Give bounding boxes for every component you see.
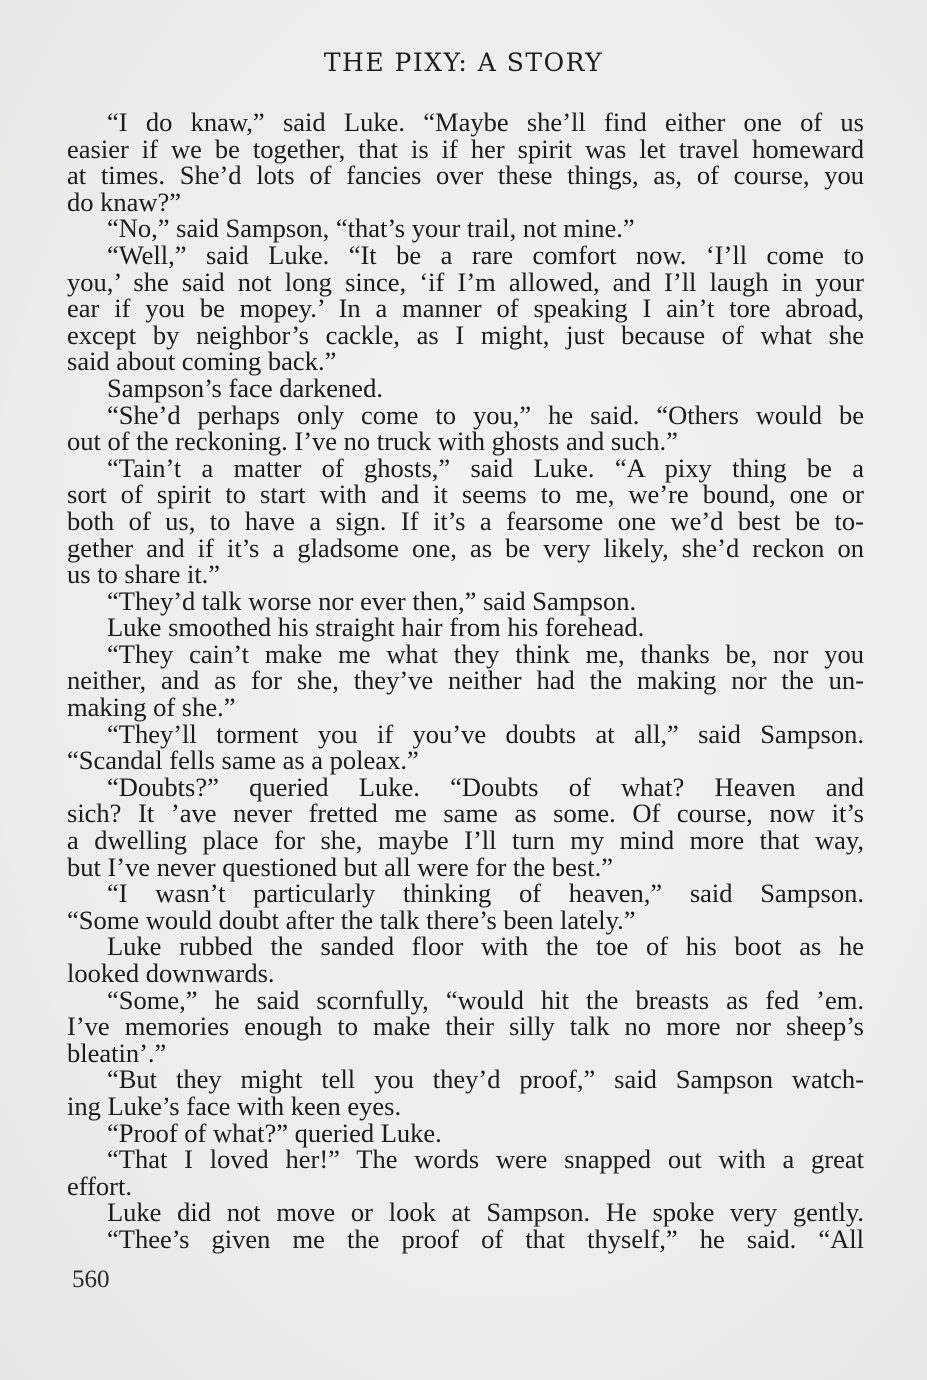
- text-line: “Doubts?” queried Luke. “Doubts of what? Heaven and: [107, 771, 864, 802]
- text-line: “Thee’s given me the proof of that thyself,” he said. “All: [107, 1223, 864, 1254]
- text-line: Sampson’s face darkened.: [107, 372, 383, 403]
- text-line: gether and if it’s a gladsome one, as be very likely, she’d reckon on: [67, 532, 864, 563]
- page-number: 560: [72, 1266, 110, 1293]
- text-line: neither, and as for she, they’ve neither had the making nor the un-: [67, 665, 864, 696]
- body-text: [67, 109, 864, 1253]
- running-head: THE PIXY: A STORY: [323, 48, 604, 77]
- text-line: effort.: [67, 1170, 132, 1201]
- text-line: “Proof of what?” queried Luke.: [107, 1117, 442, 1148]
- text-line: Luke smoothed his straight hair from his forehead.: [107, 612, 645, 643]
- text-line: “Some,” he said scornfully, “would hit the breasts as fed ’em.: [107, 984, 864, 1015]
- text-line: “No,” said Sampson, “that’s your trail, not mine.”: [107, 213, 635, 244]
- text-line: both of us, to have a sign. If it’s a fearsome one we’d best be to-: [67, 505, 864, 536]
- text-line: sich? It ’ave never fretted me same as some. Of course, now it’s: [67, 798, 864, 829]
- text-line: making of she.”: [67, 692, 236, 723]
- text-line: except by neighbor’s cackle, as I might, just because of what she: [67, 319, 864, 350]
- text-line: “I wasn’t particularly thinking of heaven,” said Sampson.: [107, 878, 864, 909]
- text-line: said about coming back.”: [67, 346, 337, 377]
- text-line: “They’d talk worse nor ever then,” said Sampson.: [107, 585, 637, 616]
- text-line: easier if we be together, that is if her spirit was let travel homeward: [67, 133, 864, 164]
- text-line: “Scandal fells same as a poleax.”: [67, 745, 419, 776]
- text-line: “Some would doubt after the talk there’s been lately.”: [67, 904, 636, 935]
- text-line: at times. She’d lots of fancies over these things, as, of course, you: [67, 160, 864, 191]
- text-line: ing Luke’s face with keen eyes.: [67, 1090, 402, 1121]
- text-line: a dwelling place for she, maybe I’ll turn my mind more that way,: [67, 825, 864, 856]
- text-line: “She’d perhaps only come to you,” he said. “Others would be: [107, 399, 864, 430]
- text-line: do knaw?”: [67, 186, 182, 217]
- text-line: “They’ll torment you if you’ve doubts at all,” said Sampson.: [107, 718, 864, 749]
- text-line: Luke did not move or look at Sampson. He spoke very gently.: [107, 1197, 864, 1228]
- text-line: “They cain’t make me what they think me, thanks be, nor you: [107, 638, 864, 669]
- text-line: “But they might tell you they’d proof,” said Sampson watch-: [107, 1064, 864, 1095]
- text-line: but I’ve never questioned but all were for the best.”: [67, 851, 613, 882]
- text-line: out of the reckoning. I’ve no truck with ghosts and such.”: [67, 426, 678, 457]
- text-line: us to share it.”: [67, 559, 221, 590]
- text-line: ear if you be mopey.’ In a manner of speaking I ain’t tore abroad,: [67, 293, 864, 324]
- text-line: Luke rubbed the sanded floor with the toe of his boot as he: [107, 931, 864, 962]
- text-line: “Well,” said Luke. “It be a rare comfort now. ‘I’ll come to: [107, 239, 864, 270]
- text-line: bleatin’.”: [67, 1037, 167, 1068]
- text-line: looked downwards.: [67, 958, 275, 988]
- text-line: sort of spirit to start with and it seems to me, we’re bound, one or: [67, 479, 864, 510]
- text-line: “I do knaw,” said Luke. “Maybe she’ll find either one of us: [107, 107, 864, 137]
- text-line: I’ve memories enough to make their silly talk no more nor sheep’s: [67, 1011, 864, 1042]
- text-line: “Tain’t a matter of ghosts,” said Luke. “A pixy thing be a: [107, 452, 864, 483]
- text-line: you,’ she said not long since, ‘if I’m allowed, and I’ll laugh in your: [67, 266, 864, 297]
- text-line: “That I loved her!” The words were snapped out with a great: [107, 1144, 864, 1175]
